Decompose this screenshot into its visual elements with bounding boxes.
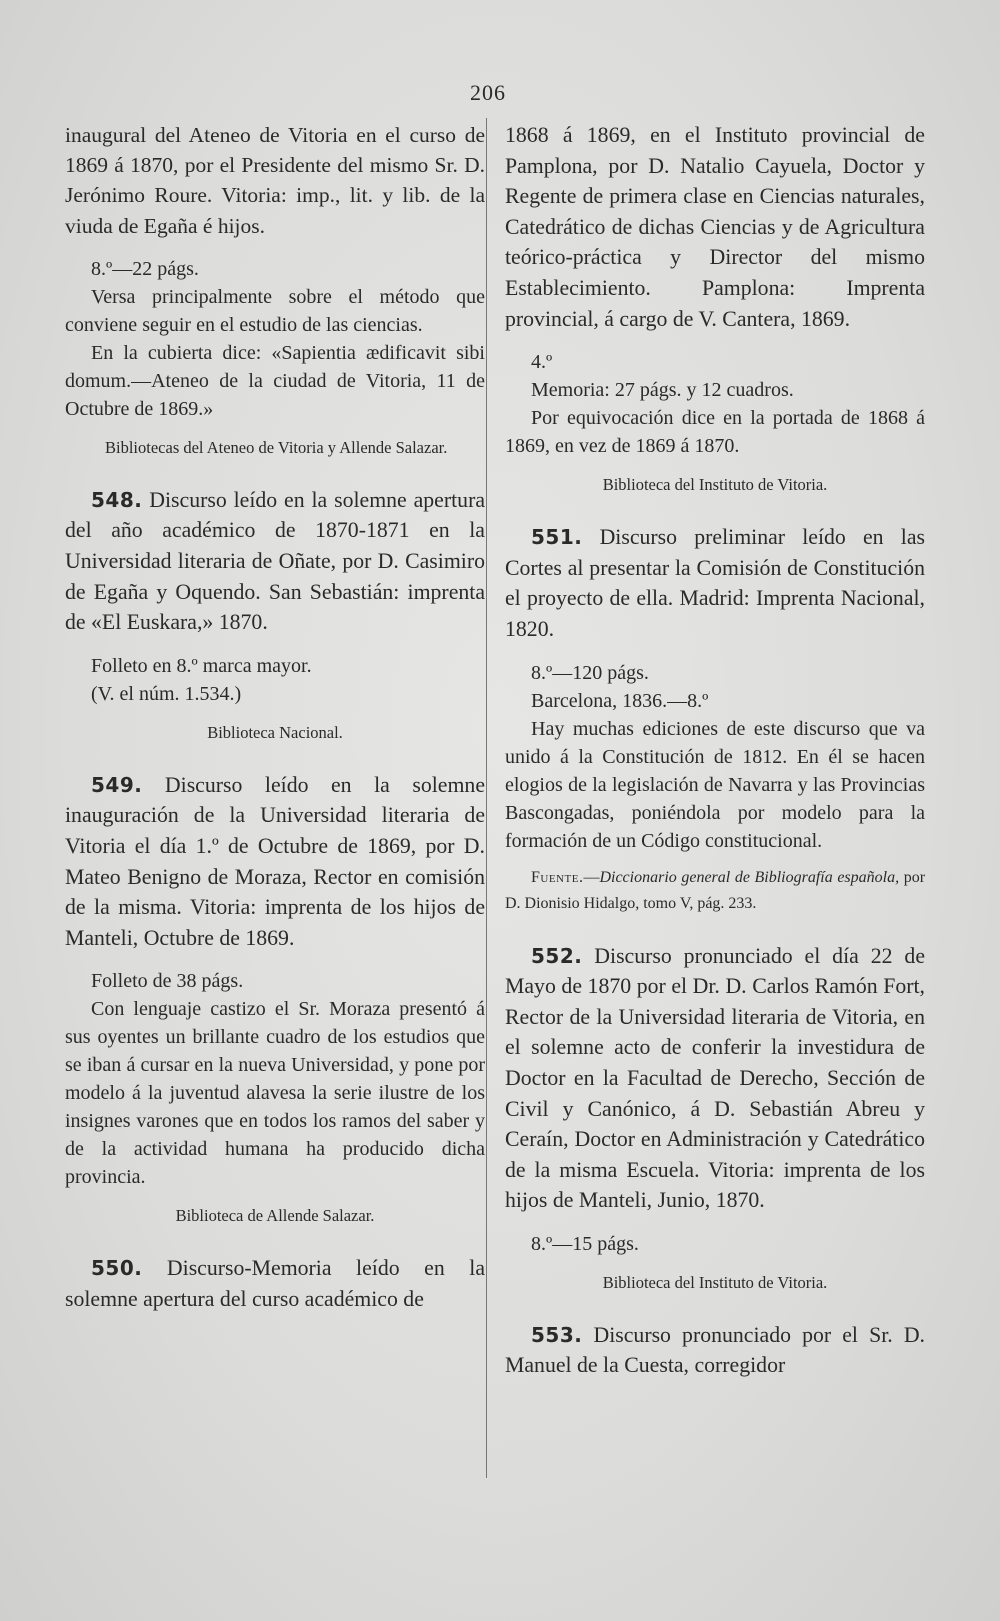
entry-551-edition: Barcelona, 1836.—8.º xyxy=(531,689,709,712)
entry-548-ref: (V. el núm. 1.534.) xyxy=(91,682,242,705)
entry-551-format: 8.º—120 págs. xyxy=(531,661,649,684)
entry-552-format: 8.º—15 págs. xyxy=(531,1232,639,1255)
entry-552-number: 552. xyxy=(531,943,583,968)
entry-550-text-cont: 1868 á 1869, en el Instituto provincial de Pamplona, por D. Natalio Cayuela, Doctor y Regente de primera clase en Ciencias naturales, Catedrático de dichas Ciencias y de Agricultura teórico-práctica y Director del mismo Establecimiento. Pamplona: Imprenta provincial, á cargo de V. Cantera, 1869. xyxy=(505,123,925,331)
column-divider xyxy=(486,118,487,1478)
entry-547-note-2: En la cubierta dice: «Sapientia ædificavit sibi domum.—Ateneo de la ciudad de Vitoria, 11 de Octubre de 1869.» xyxy=(65,341,485,420)
entry-548-text: Discurso leído en la solemne apertura del año académico de 1870-1871 en la Universidad literaria de Oñate, por D. Casimiro de Egaña y Oquendo. San Sebastián: imprenta de «El Euskara,» 1870. xyxy=(65,487,485,635)
entry-552 xyxy=(505,941,925,1296)
entry-549-library: Biblioteca de Allende Salazar. xyxy=(175,1206,375,1226)
entry-547-note-1: Versa principalmente sobre el método que conviene seguir en el estudio de las ciencias. xyxy=(65,285,485,336)
entry-552-text: Discurso pronunciado el día 22 de Mayo de 1870 por el Dr. D. Carlos Ramón Fort, Rector de la Universidad literaria de Vitoria, en el solemne acto de conferir la investidura de Doctor en la Facultad de Derecho, Sección de Civil y Canónico, á D. Sebastián Abreu y Ceraín, Doctor en Administración y Catedrático de la misma Escuela. Vitoria: imprenta de los hijos de Manteli, Junio, 1870. xyxy=(505,943,926,1213)
entry-551-note: Hay muchas ediciones de este discurso que va unido á la Constitución de 1812. En él se hacen elogios de la legislación de Navarra y las Provincias Bascongadas, poniéndola por modelo para la formación de un Código constitucional. xyxy=(505,717,925,852)
right-column xyxy=(505,120,925,1381)
source-label: Fuente. xyxy=(531,868,584,886)
entry-551-number: 551. xyxy=(531,525,583,550)
entry-550-library: Biblioteca del Instituto de Vitoria. xyxy=(602,475,828,495)
entry-549 xyxy=(65,770,485,1230)
source-rest: por D. Dionisio Hidalgo, tomo V, pág. 233. xyxy=(505,868,926,912)
source-title: Diccionario general de Bibliografía española, xyxy=(599,868,900,886)
entry-549-text: Discurso leído en la solemne inauguración de la Universidad literaria de Vitoria el día 1.º de Octubre de 1869, por D. Mateo Benigno de Moraza, Rector en comisión de la misma. Vitoria: imprenta de los hijos de Manteli, Octubre de 1869. xyxy=(65,772,485,950)
entry-549-number: 549. xyxy=(91,772,143,797)
entry-550-text-start: Discurso-Memoria leído en la solemne apertura del curso académico de xyxy=(65,1256,485,1311)
entry-553-start xyxy=(505,1320,925,1381)
entry-550-extent: Memoria: 27 págs. y 12 cuadros. xyxy=(531,379,794,402)
entry-548-format: Folleto en 8.º marca mayor. xyxy=(91,654,312,677)
entry-548-library: Biblioteca Nacional. xyxy=(207,722,343,742)
entry-549-note: Con lenguaje castizo el Sr. Moraza presentó á sus oyentes un brillante cuadro de los estudios que se iban á cursar en la nueva Universidad, y pone por modelo á la juventud alavesa la serie ilustre de los insignes varones que en todos los ramos del saber y de la actividad humana ha producido dicha provincia. xyxy=(65,998,485,1189)
entry-547-format: 8.º—22 págs. xyxy=(91,257,199,280)
entry-550-format: 4.º xyxy=(531,351,553,374)
page-number: 206 xyxy=(470,80,506,105)
entry-553-number: 553. xyxy=(531,1322,583,1347)
entry-548-number: 548. xyxy=(91,487,143,512)
entry-548 xyxy=(65,485,485,746)
entry-553-text-start: Discurso pronunciado por el Sr. D. Manuel de la Cuesta, corregidor xyxy=(505,1322,926,1378)
entry-551-text: Discurso preliminar leído en las Cortes al presentar la Comisión de Constitución el proyecto de ella. Madrid: Imprenta Nacional, 1820. xyxy=(505,525,925,641)
entry-550-start xyxy=(65,1253,485,1314)
entry-551 xyxy=(505,522,925,916)
entry-549-format: Folleto de 38 págs. xyxy=(91,970,244,993)
entry-547-text: inaugural del Ateneo de Vitoria en el curso de 1869 á 1870, por el Presidente del mismo Sr. D. Jerónimo Roure. Vitoria: imp., lit. y lib. de la viuda de Egaña é hijos. xyxy=(65,123,485,238)
entry-550-note: Por equivocación dice en la portada de 1868 á 1869, en vez de 1869 á 1870. xyxy=(505,407,925,458)
entry-552-library: Biblioteca del Instituto de Vitoria. xyxy=(602,1272,828,1292)
entry-550-number: 550. xyxy=(91,1256,143,1281)
entry-547-library: Bibliotecas del Ateneo de Vitoria y Allende Salazar. xyxy=(105,437,448,457)
entry-551-source: Fuente.—Diccionario general de Bibliografía española, por D. Dionisio Hidalgo, tomo V, pág. 233. xyxy=(505,868,926,912)
left-column xyxy=(65,120,485,1315)
